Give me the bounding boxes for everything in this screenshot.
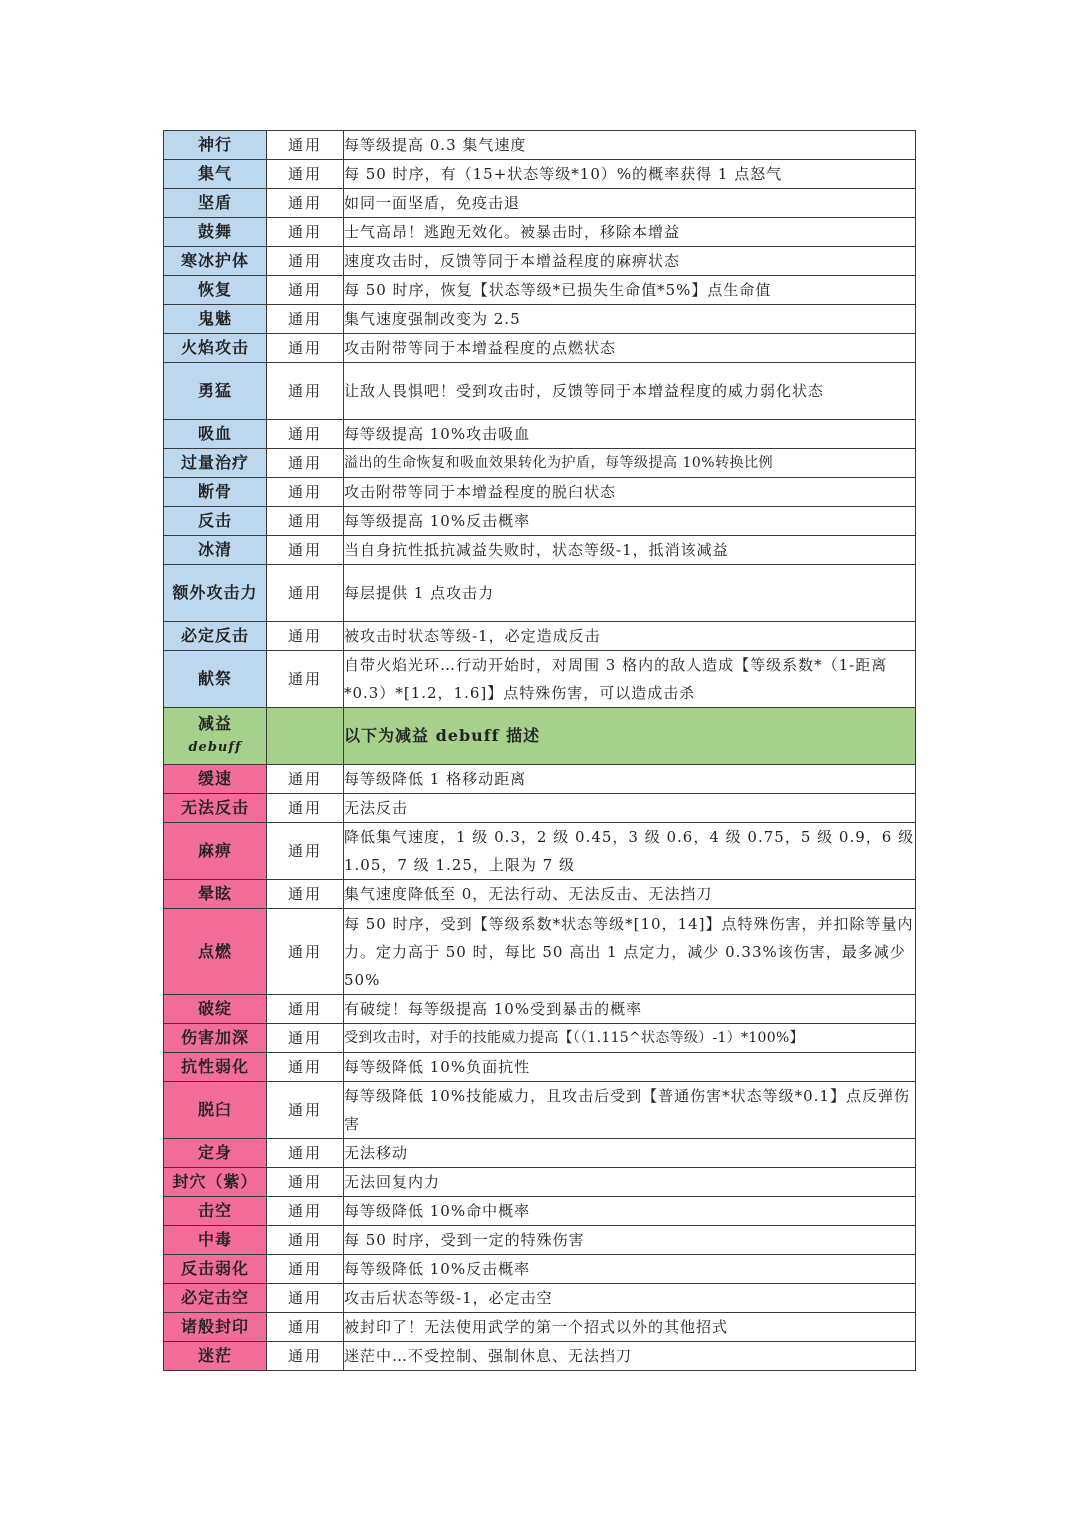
effect-name: 冰清 bbox=[164, 536, 267, 565]
effect-scope: 通用 bbox=[267, 131, 344, 160]
effect-scope: 通用 bbox=[267, 565, 344, 622]
effect-description: 每等级降低 1 格移动距离 bbox=[344, 765, 916, 794]
table-row bbox=[164, 1226, 916, 1255]
effect-scope: 通用 bbox=[267, 995, 344, 1024]
section-name bbox=[164, 708, 267, 765]
effect-scope: 通用 bbox=[267, 794, 344, 823]
effect-description: 速度攻击时，反馈等同于本增益程度的麻痹状态 bbox=[344, 247, 916, 276]
effect-scope: 通用 bbox=[267, 622, 344, 651]
effect-description: 集气速度强制改变为 2.5 bbox=[344, 305, 916, 334]
effect-scope: 通用 bbox=[267, 651, 344, 708]
effect-name: 神行 bbox=[164, 131, 267, 160]
table-row bbox=[164, 1053, 916, 1082]
table-row bbox=[164, 1197, 916, 1226]
effect-name: 必定击空 bbox=[164, 1284, 267, 1313]
effect-scope: 通用 bbox=[267, 1139, 344, 1168]
effect-name: 伤害加深 bbox=[164, 1024, 267, 1053]
effect-scope: 通用 bbox=[267, 1082, 344, 1139]
effect-name: 封穴（紫） bbox=[164, 1168, 267, 1197]
effect-name: 献祭 bbox=[164, 651, 267, 708]
table-row bbox=[164, 565, 916, 622]
effect-scope: 通用 bbox=[267, 1342, 344, 1371]
effect-name: 鬼魅 bbox=[164, 305, 267, 334]
table-row bbox=[164, 1313, 916, 1342]
effect-scope: 通用 bbox=[267, 1024, 344, 1053]
status-effects-table bbox=[163, 130, 916, 1371]
section-description: 以下为减益 debuff 描述 bbox=[344, 708, 916, 765]
effect-name: 反击 bbox=[164, 507, 267, 536]
effect-description: 每 50 时序，有（15+状态等级*10）%的概率获得 1 点怒气 bbox=[344, 160, 916, 189]
effect-name: 麻痹 bbox=[164, 823, 267, 880]
effect-scope: 通用 bbox=[267, 1197, 344, 1226]
effect-scope: 通用 bbox=[267, 1226, 344, 1255]
table-row bbox=[164, 160, 916, 189]
table-row bbox=[164, 1168, 916, 1197]
effect-description: 受到攻击时，对手的技能威力提高【（（1.115^状态等级）-1）*100%】 bbox=[344, 1024, 916, 1053]
effect-name: 破绽 bbox=[164, 995, 267, 1024]
effect-name: 恢复 bbox=[164, 276, 267, 305]
effect-description: 每 50 时序，受到【等级系数*状态等级*[10，14]】点特殊伤害，并扣除等量内力。定力高于 50 时，每比 50 高出 1 点定力，减少 0.33%该伤害，最多减少 50% bbox=[344, 909, 916, 995]
effect-scope: 通用 bbox=[267, 363, 344, 420]
table-row bbox=[164, 247, 916, 276]
debuff-section-header bbox=[164, 708, 916, 765]
effect-description: 每 50 时序，受到一定的特殊伤害 bbox=[344, 1226, 916, 1255]
table-row bbox=[164, 1082, 916, 1139]
effect-description: 无法移动 bbox=[344, 1139, 916, 1168]
effect-scope: 通用 bbox=[267, 218, 344, 247]
table-row bbox=[164, 1139, 916, 1168]
table-row bbox=[164, 1342, 916, 1371]
effect-name: 断骨 bbox=[164, 478, 267, 507]
effect-name: 集气 bbox=[164, 160, 267, 189]
effect-description: 每等级提高 10%反击概率 bbox=[344, 507, 916, 536]
effect-name: 鼓舞 bbox=[164, 218, 267, 247]
effect-description: 溢出的生命恢复和吸血效果转化为护盾，每等级提高 10%转换比例 bbox=[344, 449, 916, 478]
effect-scope: 通用 bbox=[267, 1255, 344, 1284]
effect-description: 自带火焰光环…行动开始时，对周围 3 格内的敌人造成【等级系数*（1-距离*0.3）*[1.2，1.6]】点特殊伤害，可以造成击杀 bbox=[344, 651, 916, 708]
effect-name: 反击弱化 bbox=[164, 1255, 267, 1284]
effect-name: 过量治疗 bbox=[164, 449, 267, 478]
table-row bbox=[164, 507, 916, 536]
table-row bbox=[164, 1284, 916, 1313]
effect-description: 让敌人畏惧吧！受到攻击时，反馈等同于本增益程度的威力弱化状态 bbox=[344, 363, 916, 420]
effect-name: 中毒 bbox=[164, 1226, 267, 1255]
table-row bbox=[164, 536, 916, 565]
effect-description: 降低集气速度，1 级 0.3，2 级 0.45，3 级 0.6，4 级 0.75，5 级 0.9，6 级 1.05，7 级 1.25，上限为 7 级 bbox=[344, 823, 916, 880]
effect-name: 勇猛 bbox=[164, 363, 267, 420]
effect-description: 如同一面坚盾，免疫击退 bbox=[344, 189, 916, 218]
effect-name: 火焰攻击 bbox=[164, 334, 267, 363]
effect-scope: 通用 bbox=[267, 449, 344, 478]
table-row bbox=[164, 651, 916, 708]
table-row bbox=[164, 1024, 916, 1053]
effect-description: 无法回复内力 bbox=[344, 1168, 916, 1197]
effect-name: 点燃 bbox=[164, 909, 267, 995]
table-row bbox=[164, 420, 916, 449]
effect-scope: 通用 bbox=[267, 507, 344, 536]
effect-scope: 通用 bbox=[267, 823, 344, 880]
effect-scope: 通用 bbox=[267, 765, 344, 794]
effect-scope: 通用 bbox=[267, 909, 344, 995]
table-row bbox=[164, 478, 916, 507]
table-row bbox=[164, 995, 916, 1024]
effect-scope: 通用 bbox=[267, 536, 344, 565]
effect-name: 额外攻击力 bbox=[164, 565, 267, 622]
effect-name: 寒冰护体 bbox=[164, 247, 267, 276]
effect-scope: 通用 bbox=[267, 1053, 344, 1082]
table-row bbox=[164, 449, 916, 478]
effect-description: 每等级降低 10%反击概率 bbox=[344, 1255, 916, 1284]
effect-scope: 通用 bbox=[267, 276, 344, 305]
effect-name: 缓速 bbox=[164, 765, 267, 794]
effect-scope: 通用 bbox=[267, 305, 344, 334]
effect-name: 抗性弱化 bbox=[164, 1053, 267, 1082]
effect-scope: 通用 bbox=[267, 1313, 344, 1342]
effect-name: 迷茫 bbox=[164, 1342, 267, 1371]
effect-description: 攻击后状态等级-1，必定击空 bbox=[344, 1284, 916, 1313]
effect-description: 士气高昂！逃跑无效化。被暴击时，移除本增益 bbox=[344, 218, 916, 247]
table-row bbox=[164, 622, 916, 651]
table-row bbox=[164, 823, 916, 880]
table-row bbox=[164, 131, 916, 160]
table-row bbox=[164, 363, 916, 420]
effect-scope: 通用 bbox=[267, 880, 344, 909]
effect-description: 无法反击 bbox=[344, 794, 916, 823]
effect-description: 被封印了！无法使用武学的第一个招式以外的其他招式 bbox=[344, 1313, 916, 1342]
effect-description: 每等级降低 10%负面抗性 bbox=[344, 1053, 916, 1082]
effect-scope: 通用 bbox=[267, 247, 344, 276]
effect-description: 集气速度降低至 0，无法行动、无法反击、无法挡刀 bbox=[344, 880, 916, 909]
effect-description: 当自身抗性抵抗减益失败时，状态等级-1，抵消该减益 bbox=[344, 536, 916, 565]
table-row bbox=[164, 880, 916, 909]
table-row bbox=[164, 276, 916, 305]
effect-description: 攻击附带等同于本增益程度的脱臼状态 bbox=[344, 478, 916, 507]
section-name-sub: debuff bbox=[188, 740, 242, 755]
effect-scope: 通用 bbox=[267, 1284, 344, 1313]
effect-name: 坚盾 bbox=[164, 189, 267, 218]
table-row bbox=[164, 305, 916, 334]
effect-scope: 通用 bbox=[267, 334, 344, 363]
effect-scope: 通用 bbox=[267, 160, 344, 189]
effect-description: 每层提供 1 点攻击力 bbox=[344, 565, 916, 622]
effect-name: 吸血 bbox=[164, 420, 267, 449]
section-scope bbox=[267, 708, 344, 765]
effect-scope: 通用 bbox=[267, 189, 344, 218]
effect-description: 攻击附带等同于本增益程度的点燃状态 bbox=[344, 334, 916, 363]
effect-description: 迷茫中…不受控制、强制休息、无法挡刀 bbox=[344, 1342, 916, 1371]
effect-description: 每 50 时序，恢复【状态等级*已损失生命值*5%】点生命值 bbox=[344, 276, 916, 305]
effect-description: 每等级提高 10%攻击吸血 bbox=[344, 420, 916, 449]
effect-name: 必定反击 bbox=[164, 622, 267, 651]
section-name-main: 减益 bbox=[197, 714, 232, 733]
table-row bbox=[164, 334, 916, 363]
effect-description: 每等级降低 10%命中概率 bbox=[344, 1197, 916, 1226]
effect-name: 击空 bbox=[164, 1197, 267, 1226]
effect-description: 每等级提高 0.3 集气速度 bbox=[344, 131, 916, 160]
effect-scope: 通用 bbox=[267, 420, 344, 449]
effect-name: 晕眩 bbox=[164, 880, 267, 909]
table-row bbox=[164, 1255, 916, 1284]
table-row bbox=[164, 794, 916, 823]
table-row bbox=[164, 189, 916, 218]
effect-name: 脱臼 bbox=[164, 1082, 267, 1139]
table-row bbox=[164, 765, 916, 794]
table-row bbox=[164, 909, 916, 995]
effect-name: 定身 bbox=[164, 1139, 267, 1168]
table-row bbox=[164, 218, 916, 247]
effect-name: 无法反击 bbox=[164, 794, 267, 823]
effect-description: 被攻击时状态等级-1，必定造成反击 bbox=[344, 622, 916, 651]
effect-scope: 通用 bbox=[267, 478, 344, 507]
effect-description: 每等级降低 10%技能威力，且攻击后受到【普通伤害*状态等级*0.1】点反弹伤害 bbox=[344, 1082, 916, 1139]
effect-description: 有破绽！每等级提高 10%受到暴击的概率 bbox=[344, 995, 916, 1024]
effect-name: 诸般封印 bbox=[164, 1313, 267, 1342]
effect-scope: 通用 bbox=[267, 1168, 344, 1197]
